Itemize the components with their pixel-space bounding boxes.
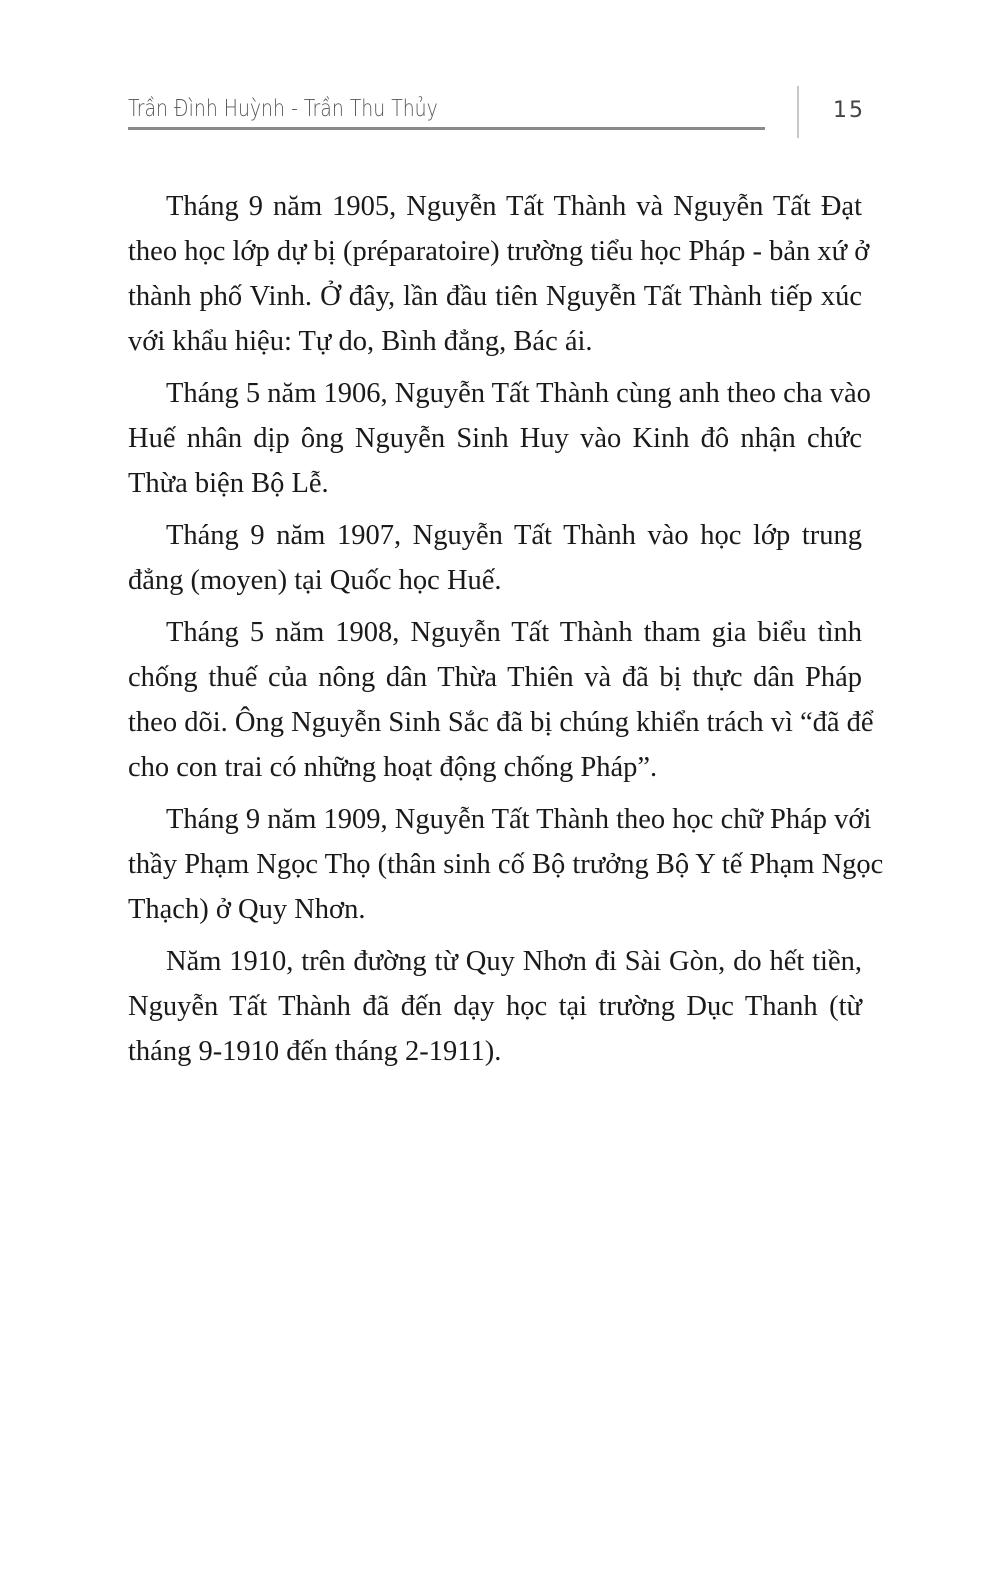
text-line: Nguyễn Tất Thành đã đến dạy học tại trường Dục Thanh (từ [128,991,862,1022]
paragraph [128,939,862,1074]
paragraph [128,797,884,932]
text-line: theo học lớp dự bị (préparatoire) trường tiểu học Pháp - bản xứ ở [128,236,870,267]
page-number: 15 [833,98,865,123]
header-divider [797,86,799,138]
paragraph [128,513,862,603]
text-line: Thạch) ở Quy Nhơn. [128,894,366,925]
text-line: Tháng 5 năm 1906, Nguyễn Tất Thành cùng anh theo cha vào [166,378,871,409]
text-line: Tháng 5 năm 1908, Nguyễn Tất Thành tham gia biểu tình [166,617,862,648]
paragraph [128,371,871,506]
text-line: với khẩu hiệu: Tự do, Bình đẳng, Bác ái. [128,326,593,357]
text-line: tháng 9-1910 đến tháng 2-1911). [128,1036,502,1067]
text-line: cho con trai có những hoạt động chống Pháp”. [128,752,658,783]
text-line: Tháng 9 năm 1907, Nguyễn Tất Thành vào học lớp trung [166,520,862,551]
text-line: Tháng 9 năm 1905, Nguyễn Tất Thành và Nguyễn Tất Đạt [166,191,862,222]
text-line: chống thuế của nông dân Thừa Thiên và đã bị thực dân Pháp [128,662,862,693]
header-underline [128,127,765,130]
paragraph [128,184,870,364]
text-line: Tháng 9 năm 1909, Nguyễn Tất Thành theo học chữ Pháp với [166,804,872,835]
paragraph [128,610,874,790]
page-body [128,184,884,1081]
text-line: thầy Phạm Ngọc Thọ (thân sinh cố Bộ trưởng Bộ Y tế Phạm Ngọc [128,849,884,880]
text-line: đẳng (moyen) tại Quốc học Huế. [128,565,502,596]
text-line: Năm 1910, trên đường từ Quy Nhơn đi Sài Gòn, do hết tiền, [166,946,862,977]
text-line: theo dõi. Ông Nguyễn Sinh Sắc đã bị chúng khiển trách vì “đã để [128,707,874,738]
text-line: Thừa biện Bộ Lễ. [128,468,329,499]
text-line: Huế nhân dịp ông Nguyễn Sinh Huy vào Kinh đô nhận chức [128,423,862,454]
text-line: thành phố Vinh. Ở đây, lần đầu tiên Nguyễn Tất Thành tiếp xúc [128,281,862,312]
running-header-title: Trần Đình Huỳnh - Trần Thu Thủy [128,96,438,122]
